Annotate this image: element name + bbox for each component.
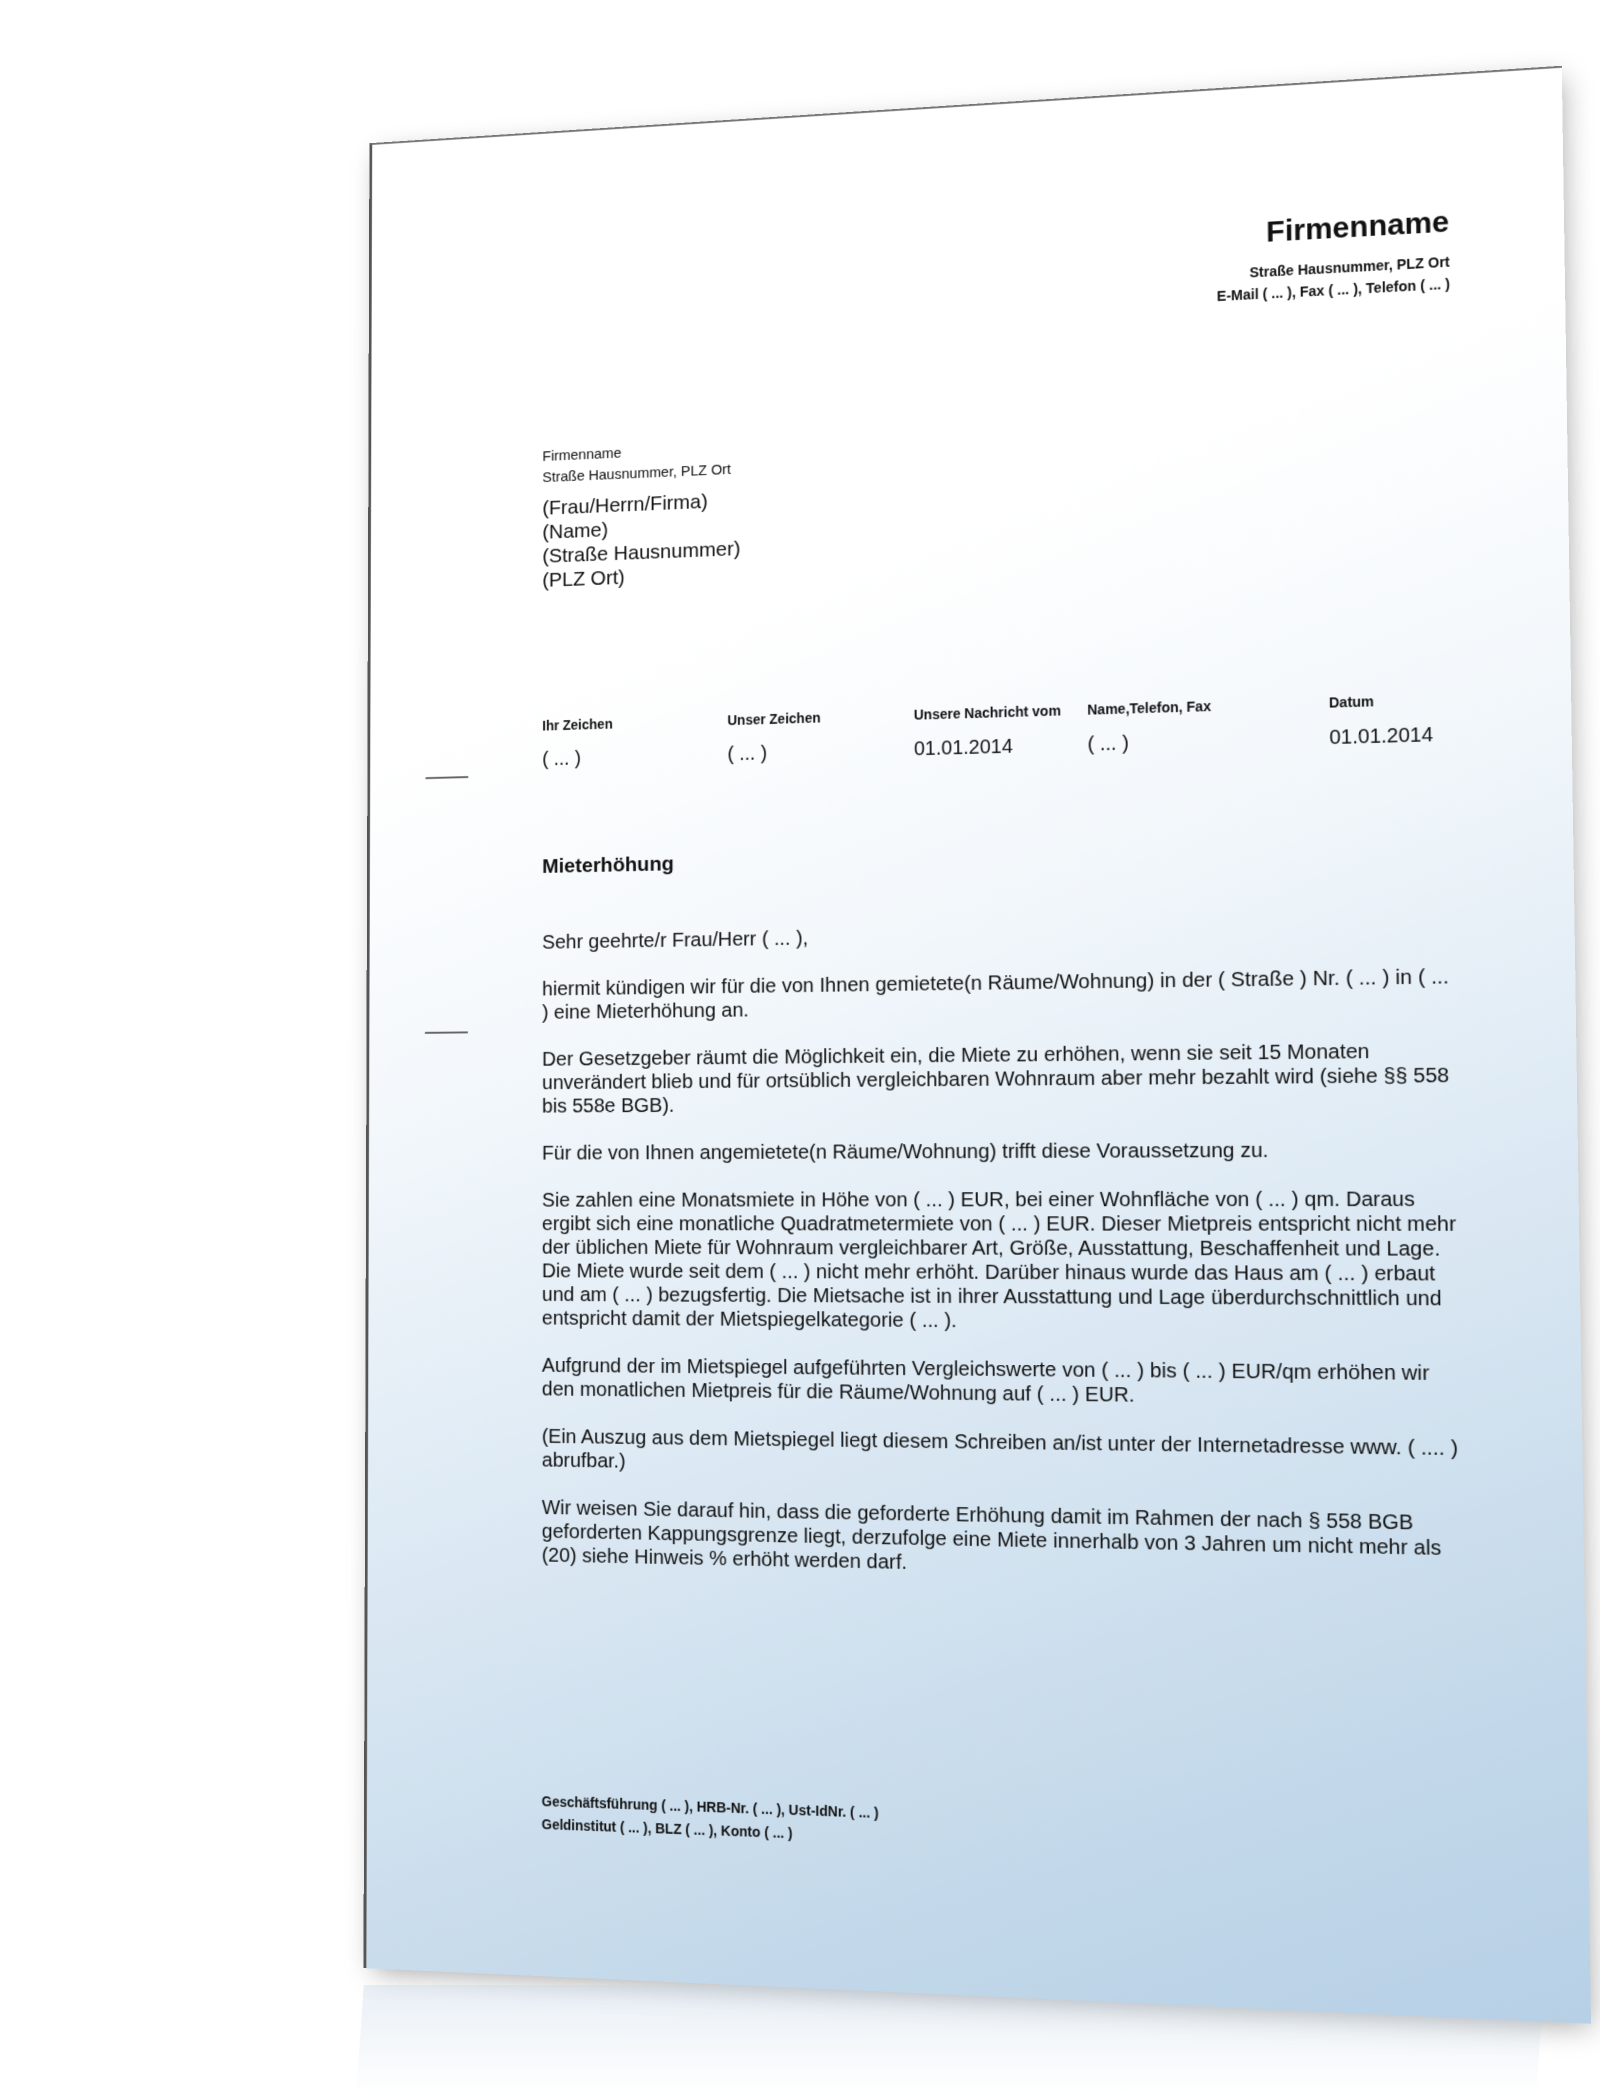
body-paragraph-4: Sie zahlen eine Monatsmiete in Höhe von ( ... ) EUR, bei einer Wohnfläche von ( ... ) qm. Daraus ergibt sich eine monatliche Quadratmetermiete von ( ... ) EUR. Dieser Mietpreis entspricht nicht mehr der üblichen Miete für Wohnraum vergleichbarer Art, Größe, Ausstattung, Beschaffenheit und Lage. Die Miete wurde seit dem ( ... ) nicht mehr erhöht. Darüber hinaus wurde das Haus am ( ... ) erbaut und am ( ... ) bezugsfertig. Die Mietsache ist in ihrer Ausstattung und Lage überdurchschnittlich und entspricht damit der Mietspiegelkategorie ( ... ). xyxy=(541,1187,1457,1333)
ref-value-datum: 01.01.2014 xyxy=(1329,723,1434,750)
ref-label-name-telefon-fax: Name,Telefon, Fax xyxy=(1087,698,1212,718)
ref-value-unser-zeichen: ( ... ) xyxy=(727,742,768,766)
ref-value-name-telefon-fax: ( ... ) xyxy=(1087,732,1129,756)
ref-value-nachricht-vom: 01.01.2014 xyxy=(913,735,1013,761)
recipient-name: (Name) xyxy=(542,518,609,544)
ref-label-datum: Datum xyxy=(1328,693,1375,711)
letter-body xyxy=(542,916,1466,1612)
body-paragraph-1: hiermit kündigen wir für die von Ihnen gemietete(n Räume/Wohnung) in der ( Straße ) Nr. ( ... ) in ( ... ) eine Mieterhöhung an. xyxy=(542,964,1450,1024)
sender-line-name: Firmenname xyxy=(542,444,622,465)
footer-line-2: Geldinstitut ( ... ), BLZ ( ... ), Konto ( ... ) xyxy=(541,1816,793,1842)
body-paragraph-7: Wir weisen Sie darauf hin, dass die geforderte Erhöhung damit im Rahmen der nach § 558 BGB geforderten Kappungsgrenze liegt, derzufolge eine Miete innerhalb von 3 Jahren um nicht mehr als (20) siehe Hinweis % erhöht werden darf. xyxy=(541,1496,1442,1575)
body-paragraph-5: Aufgrund der im Mietspiegel aufgeführten Vergleichswerte von ( ... ) bis ( ... ) EUR/qm erhöhen wir den monatlichen Mietpreis für die Räume/Wohnung auf ( ... ) EUR. xyxy=(541,1353,1430,1407)
recipient-city: (PLZ Ort) xyxy=(542,566,625,592)
body-paragraph-2: Der Gesetzgeber räumt die Möglichkeit ein, die Miete zu erhöhen, wenn sie seit 15 Monaten unverändert blieb und für ortsüblich vergleichbaren Wohnraum aber mehr bezahlt wird (siehe §§ 558 bis 558e BGB). xyxy=(542,1039,1450,1118)
letterhead-contact: E-Mail ( ... ), Fax ( ... ), Telefon ( ... ) xyxy=(1216,275,1451,305)
ref-label-unser-zeichen: Unser Zeichen xyxy=(727,709,821,729)
letterhead-street: Straße Hausnummer, PLZ Ort xyxy=(1249,253,1450,281)
body-paragraph-3: Für die von Ihnen angemietete(n Räume/Wohnung) trifft diese Voraussetzung zu. xyxy=(541,1138,1269,1165)
letter-page xyxy=(364,66,1591,2024)
letter-subject: Mieterhöhung xyxy=(542,852,674,878)
sender-line-street: Straße Hausnummer, PLZ Ort xyxy=(542,461,731,486)
fold-mark-punch xyxy=(425,1031,468,1033)
ref-label-nachricht-vom: Unsere Nachricht vom xyxy=(913,702,1061,723)
letterhead-company-name: Firmenname xyxy=(1266,205,1450,249)
footer-line-1: Geschäftsführung ( ... ), HRB-Nr. ( ... ), Ust-IdNr. ( ... ) xyxy=(541,1793,879,1821)
ref-value-ihr-zeichen: ( ... ) xyxy=(542,747,581,771)
ref-label-ihr-zeichen: Ihr Zeichen xyxy=(542,715,613,734)
body-greeting: Sehr geehrte/r Frau/Herr ( ... ), xyxy=(542,926,809,954)
recipient-street: (Straße Hausnummer) xyxy=(542,537,741,568)
recipient-salutation: (Frau/Herrn/Firma) xyxy=(542,490,708,520)
fold-mark-top xyxy=(426,776,469,779)
body-paragraph-6: (Ein Auszug aus dem Mietspiegel liegt diesem Schreiben an/ist unter der Internetadresse www. ( .... ) abrufbar.) xyxy=(541,1424,1459,1473)
recipient-address xyxy=(542,488,740,593)
